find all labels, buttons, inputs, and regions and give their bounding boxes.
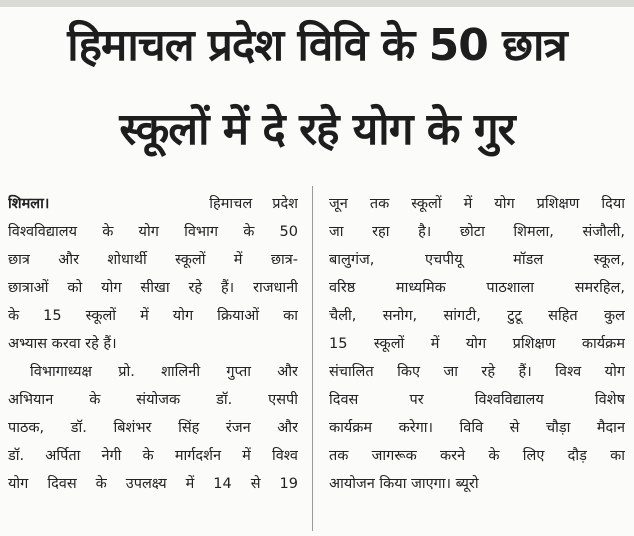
dateline: शिमला।	[8, 196, 50, 212]
article-text-line: तक जागरूक करने के लिए दौड़ का	[329, 448, 625, 464]
article-text-line: दिवस पर विश्वविद्यालय विशेष	[329, 392, 625, 408]
article-text-line: अभ्यास करवा रहे हैं।	[8, 336, 117, 352]
article-text-line: कार्यक्रम करेगा। विवि से चौड़ा मैदान	[329, 420, 625, 436]
article-text-line: विभागाध्यक्ष प्रो. शालिनी गुप्ता और	[30, 364, 298, 380]
article-text-line: जा रहा है। छोटा शिमला, संजौली,	[329, 224, 625, 240]
article-text-line: योग दिवस के उपलक्ष्य में 14 से 19	[8, 476, 298, 492]
column-divider	[312, 186, 313, 531]
article-text-line: आयोजन किया जाएगा। ब्यूरो	[329, 476, 479, 492]
article-text-line: जून तक स्कूलों में योग प्रशिक्षण दिया	[329, 196, 625, 212]
headline-line-1: हिमाचल प्रदेश विवि के 50 छात्र	[67, 20, 567, 71]
top-rule	[0, 0, 634, 7]
article-text-line: पाठक, डॉ. बिशंभर सिंह रंजन और	[8, 420, 298, 436]
article-text-line: छात्र और शोधार्थी स्कूलों में छात्र-	[8, 252, 298, 268]
headline-line-2: स्कूलों में दे रहे योग के गुर	[119, 104, 515, 155]
article-text-line: संचालित किए जा रहे हैं। विश्व योग	[329, 364, 625, 380]
right-column	[329, 190, 625, 498]
article-text-line: विश्वविद्यालय के योग विभाग के 50	[8, 224, 298, 240]
article-text-line: बालुगंज, एचपीयू मॉडल स्कूल,	[329, 252, 625, 268]
article-text-line: के 15 स्कूलों में योग क्रियाओं का	[8, 308, 298, 324]
article-text-line: डॉ. अर्पिता नेगी के मार्गदर्शन में विश्व	[8, 448, 298, 464]
article-text-line: छात्राओं को योग सीखा रहे हैं। राजधानी	[8, 280, 298, 296]
article-text-line: 15 स्कूलों में योग प्रशिक्षण कार्यक्रम	[329, 336, 625, 352]
article-text-line: वरिष्ठ माध्यमिक पाठशाला समरहिल,	[329, 280, 625, 296]
left-column	[8, 190, 298, 498]
article-text-line: हिमाचल प्रदेश	[209, 196, 298, 212]
first-line	[8, 190, 298, 218]
article-text-line: चैली, सनोग, सांगटी, टुटू सहित कुल	[329, 308, 625, 324]
article-text-line: अभियान के संयोजक डॉ. एसपी	[8, 392, 298, 408]
